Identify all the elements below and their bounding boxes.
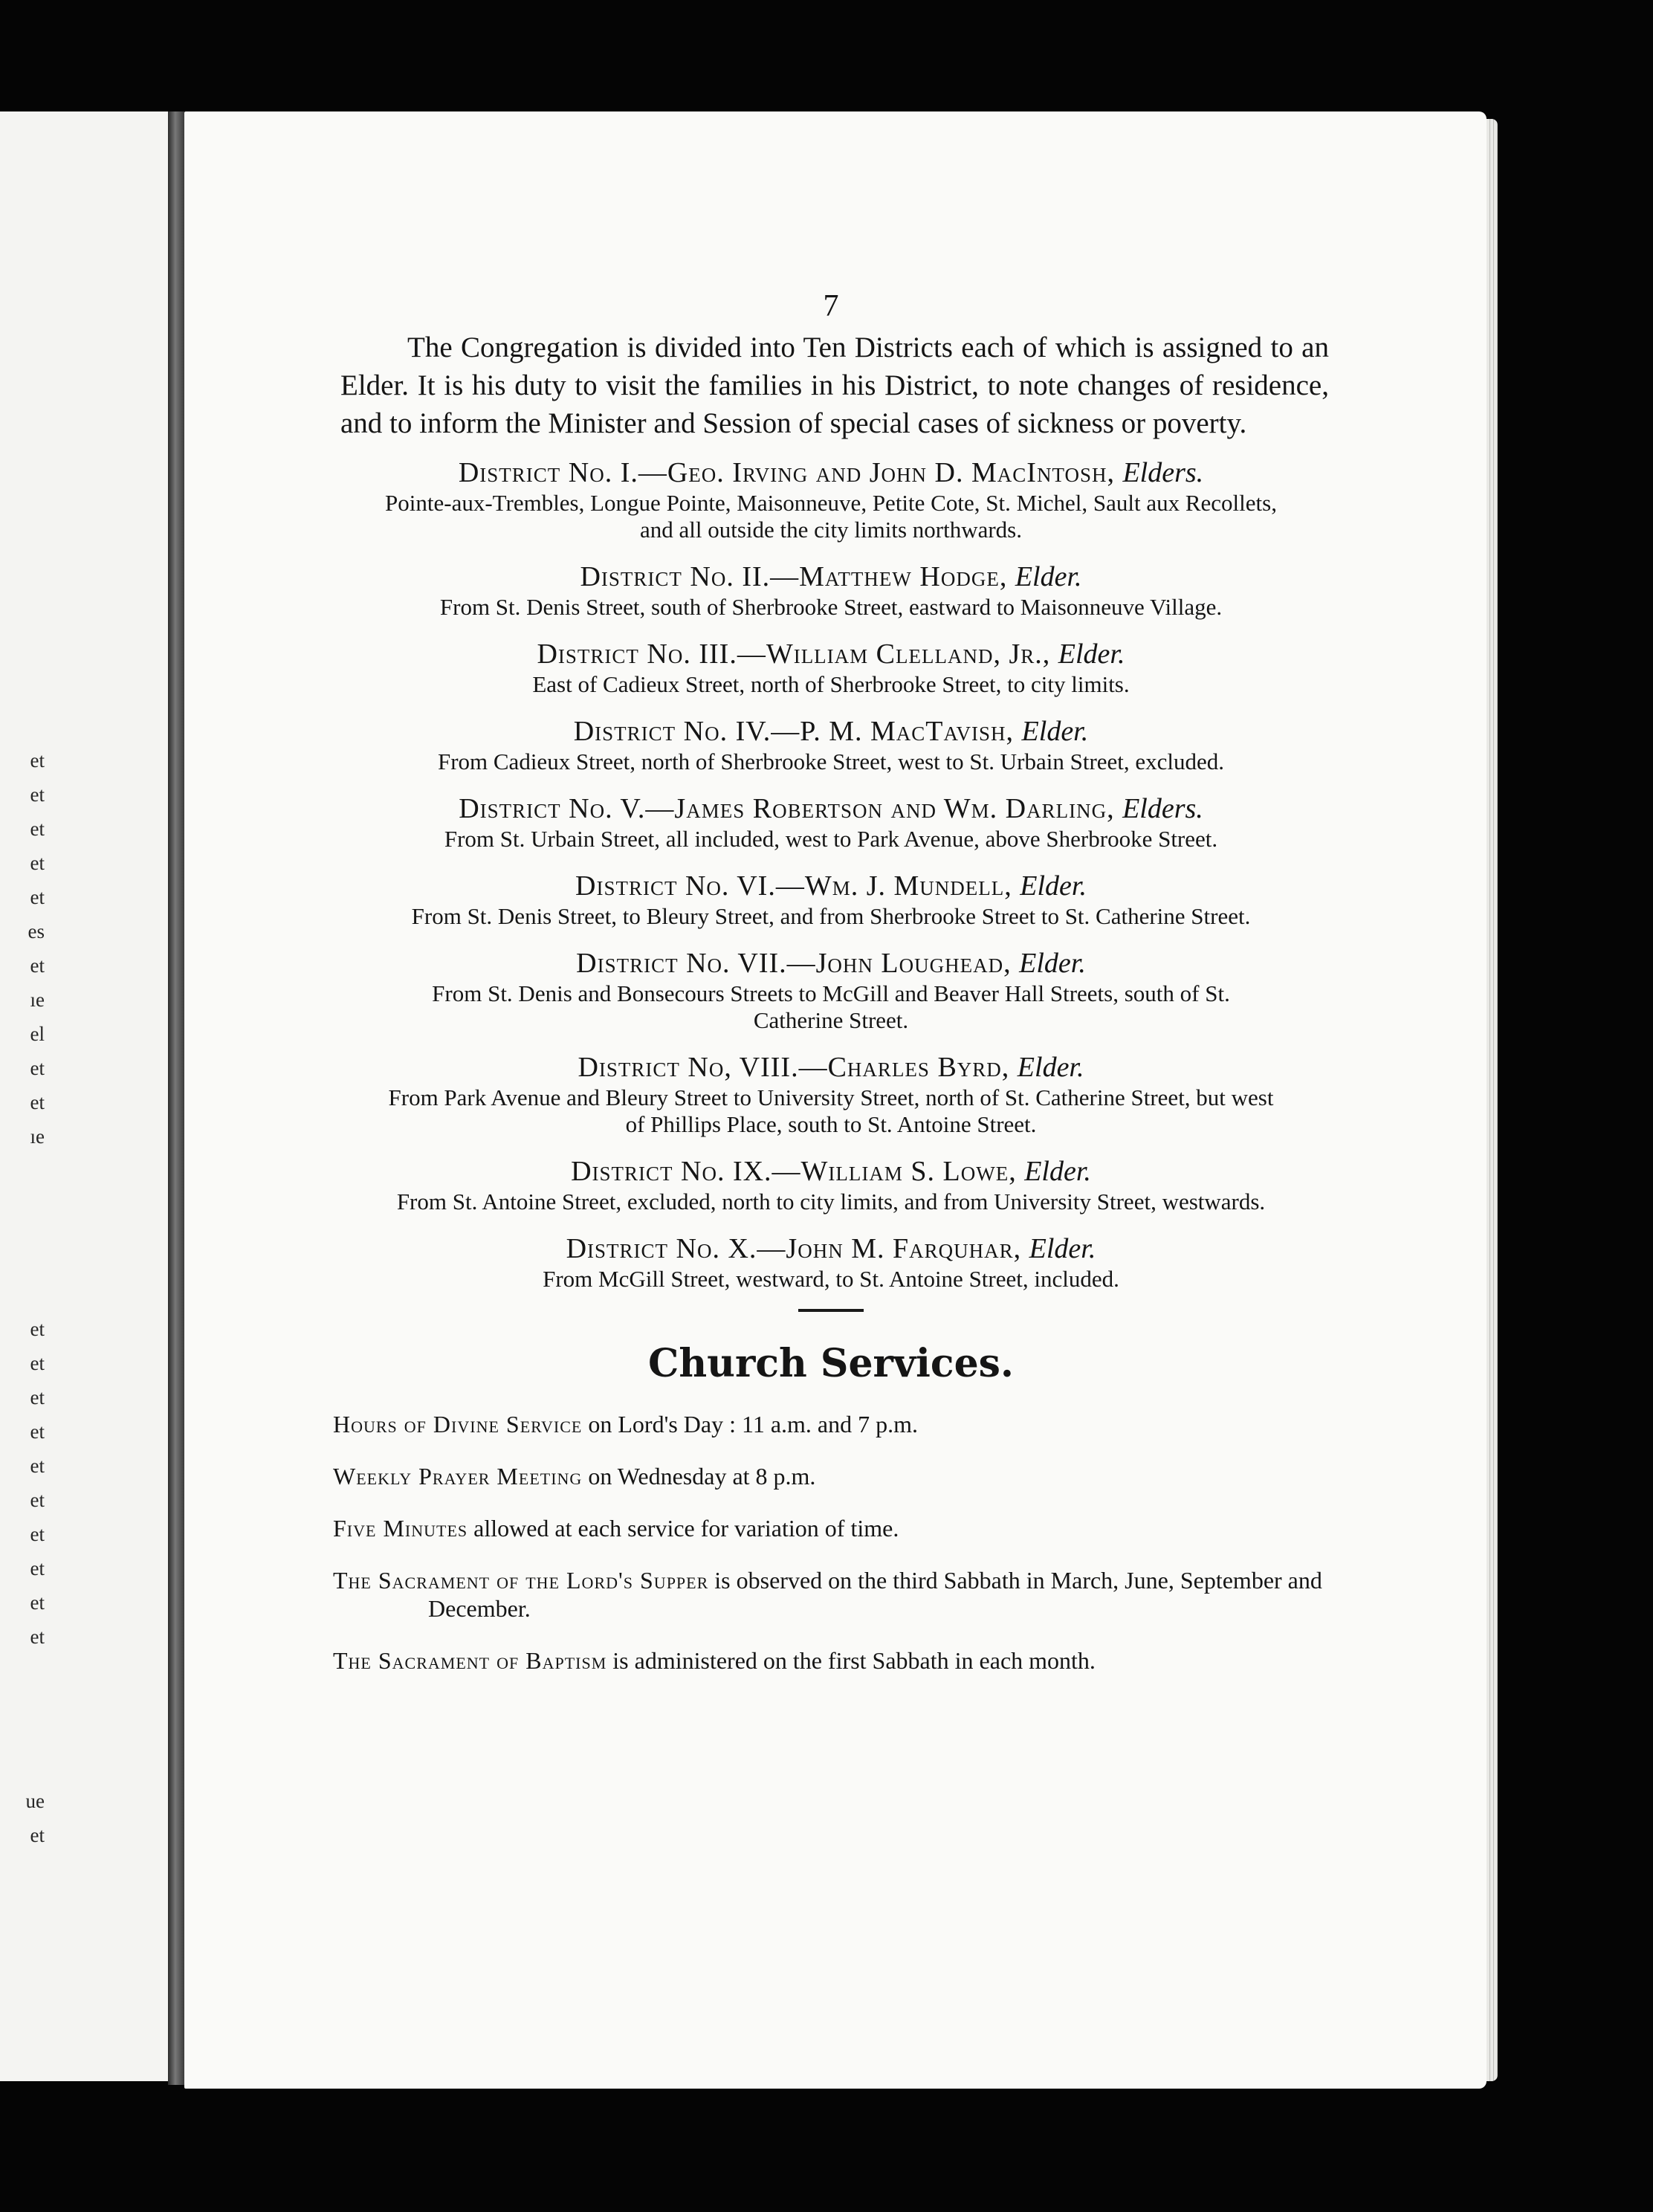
services-heading: Church Services. <box>647 1341 1015 1386</box>
district-area: From Park Avenue and Bleury Street to University Street, north of St. Catherine Street, but west of Phillips Place, south to St. Antoine Street. <box>388 1084 1274 1137</box>
district-heading <box>333 714 1329 748</box>
left-page-fragment: ıe <box>30 989 45 1011</box>
district-area: East of Cadieux Street, north of Sherbrooke Street, to city limits. <box>532 671 1130 697</box>
service-item-lead: The Sacrament of the Lord's Supper <box>333 1567 709 1594</box>
district-heading <box>333 456 1329 490</box>
district-heading <box>333 792 1329 826</box>
service-item-lead: Hours of Divine Service <box>333 1411 583 1438</box>
district-area: From St. Denis and Bonsecours Streets to McGill and Beaver Hall Streets, south of St. Catherine Street. <box>432 980 1230 1033</box>
district-title: District No. II.—Matthew Hodge, <box>580 561 1008 592</box>
left-page-fragment: et <box>30 954 45 977</box>
district-area: From McGill Street, westward, to St. Antoine Street, included. <box>543 1266 1119 1292</box>
left-page-fragment: et <box>30 1318 45 1340</box>
district-heading <box>333 946 1329 980</box>
left-page-fragment: et <box>30 1523 45 1545</box>
district-title: District No. IV.—P. M. MacTavish, <box>573 716 1015 747</box>
district-elders-label: Elder. <box>1019 948 1086 979</box>
service-item-lead: The Sacrament of Baptism <box>333 1647 607 1674</box>
section-divider <box>798 1309 864 1312</box>
district-title: District No. V.—James Robertson and Wm. Darling, <box>459 793 1115 824</box>
district-heading <box>333 637 1329 671</box>
left-page-fragment: et <box>30 1455 45 1477</box>
district-title: District No. VII.—John Loughead, <box>576 948 1012 979</box>
district-elders-label: Elders. <box>1122 457 1204 488</box>
left-page-fragment: et <box>30 1420 45 1443</box>
district-area: From St. Antoine Street, excluded, north to city limits, and from University Street, westwards. <box>396 1189 1266 1215</box>
service-item-text: is observed on the third Sabbath in March, June, September and December. <box>428 1567 1322 1622</box>
district-area: From St. Urbain Street, all included, west to Park Avenue, above Sherbrooke Street. <box>444 826 1218 852</box>
district-area: From Cadieux Street, north of Sherbrooke Street, west to St. Urbain Street, excluded. <box>437 748 1225 774</box>
district-area: From St. Denis Street, south of Sherbrooke Street, eastward to Maisonneuve Village. <box>439 594 1223 620</box>
district-heading <box>333 1050 1329 1084</box>
district-entry <box>333 792 1329 853</box>
district-elders-label: Elder. <box>1015 561 1082 592</box>
district-heading <box>333 1232 1329 1266</box>
district-elders-label: Elder. <box>1021 716 1089 747</box>
district-title: District No. III.—William Clelland, Jr., <box>537 638 1051 670</box>
service-item <box>333 1410 1329 1438</box>
district-list <box>333 456 1329 1293</box>
left-page-fragment: et <box>30 1352 45 1374</box>
district-elders-label: Elders. <box>1122 793 1203 824</box>
district-title: District No. I.—Geo. Irving and John D. MacIntosh, <box>458 457 1115 488</box>
district-elders-label: Elder. <box>1058 638 1125 670</box>
page-content <box>333 288 1329 1687</box>
district-area: Pointe-aux-Trembles, Longue Pointe, Maisonneuve, Petite Cote, St. Michel, Sault aux Recollets, and all outside the city limits northwards. <box>385 490 1277 543</box>
left-page-fragment: el <box>30 1023 45 1045</box>
page-number: 7 <box>823 289 839 323</box>
service-item <box>333 1514 1329 1542</box>
district-entry <box>333 560 1329 621</box>
district-heading <box>333 560 1329 594</box>
district-elders-label: Elder. <box>1029 1233 1096 1264</box>
left-page-fragment: et <box>30 1626 45 1648</box>
left-page-text-group-3 <box>0 1784 45 1852</box>
service-item-text: allowed at each service for variation of time. <box>468 1515 899 1542</box>
intro-paragraph: The Congregation is divided into Ten Districts each of which is assigned to an Elder. It is his duty to visit the families in his District, to note changes of residence, and to inform the Minister and Session of special cases of sickness or poverty. <box>340 332 1329 439</box>
left-page-fragment: ıe <box>30 1125 45 1148</box>
book-binding <box>168 111 184 2085</box>
left-page-fragment: ue <box>25 1790 45 1812</box>
service-item <box>333 1462 1329 1490</box>
left-page-fragment: et <box>30 1091 45 1113</box>
district-elders-label: Elder. <box>1024 1156 1091 1187</box>
services-list <box>333 1410 1329 1675</box>
district-area: From St. Denis Street, to Bleury Street, and from Sherbrooke Street to St. Catherine Street. <box>411 903 1251 929</box>
left-page-fragment: et <box>30 1591 45 1614</box>
service-item-text: on Lord's Day : 11 a.m. and 7 p.m. <box>582 1411 918 1438</box>
left-page-text-group-2 <box>0 1312 45 1654</box>
left-page-fragment: et <box>30 1057 45 1079</box>
left-page-fragment: et <box>30 749 45 772</box>
district-entry <box>333 1232 1329 1293</box>
left-page-fragment: et <box>30 1824 45 1846</box>
left-page-fragment: et <box>30 1557 45 1579</box>
left-page-fragment: et <box>30 852 45 874</box>
district-entry <box>333 456 1329 543</box>
service-item <box>333 1566 1329 1623</box>
service-item-text: on Wednesday at 8 p.m. <box>582 1463 816 1490</box>
district-elders-label: Elder. <box>1020 870 1087 902</box>
left-page-fragment: et <box>30 1489 45 1511</box>
district-elders-label: Elder. <box>1017 1052 1084 1083</box>
service-item-lead: Weekly Prayer Meeting <box>333 1463 583 1490</box>
document-page <box>184 111 1487 2089</box>
district-title: District No. X.—John M. Farquhar, <box>566 1233 1022 1264</box>
district-entry <box>333 637 1329 698</box>
district-title: District No, VIII.—Charles Byrd, <box>578 1052 1010 1083</box>
district-title: District No. VI.—Wm. J. Mundell, <box>575 870 1012 902</box>
left-page-fragment: es <box>28 920 45 942</box>
district-heading <box>333 869 1329 903</box>
service-item <box>333 1646 1329 1675</box>
district-entry <box>333 714 1329 775</box>
left-page-fragment: et <box>30 886 45 908</box>
left-page-fragment: et <box>30 1386 45 1409</box>
left-page-fragment: et <box>30 818 45 840</box>
district-title: District No. IX.—William S. Lowe, <box>571 1156 1017 1187</box>
district-entry <box>333 1154 1329 1215</box>
left-page-fragment: et <box>30 783 45 806</box>
service-item-text: is administered on the first Sabbath in each month. <box>606 1647 1096 1674</box>
service-item-lead: Five Minutes <box>333 1515 468 1542</box>
district-heading <box>333 1154 1329 1189</box>
district-entry <box>333 869 1329 930</box>
district-entry <box>333 946 1329 1034</box>
left-page-text-group-1 <box>0 743 45 1154</box>
district-entry <box>333 1050 1329 1138</box>
